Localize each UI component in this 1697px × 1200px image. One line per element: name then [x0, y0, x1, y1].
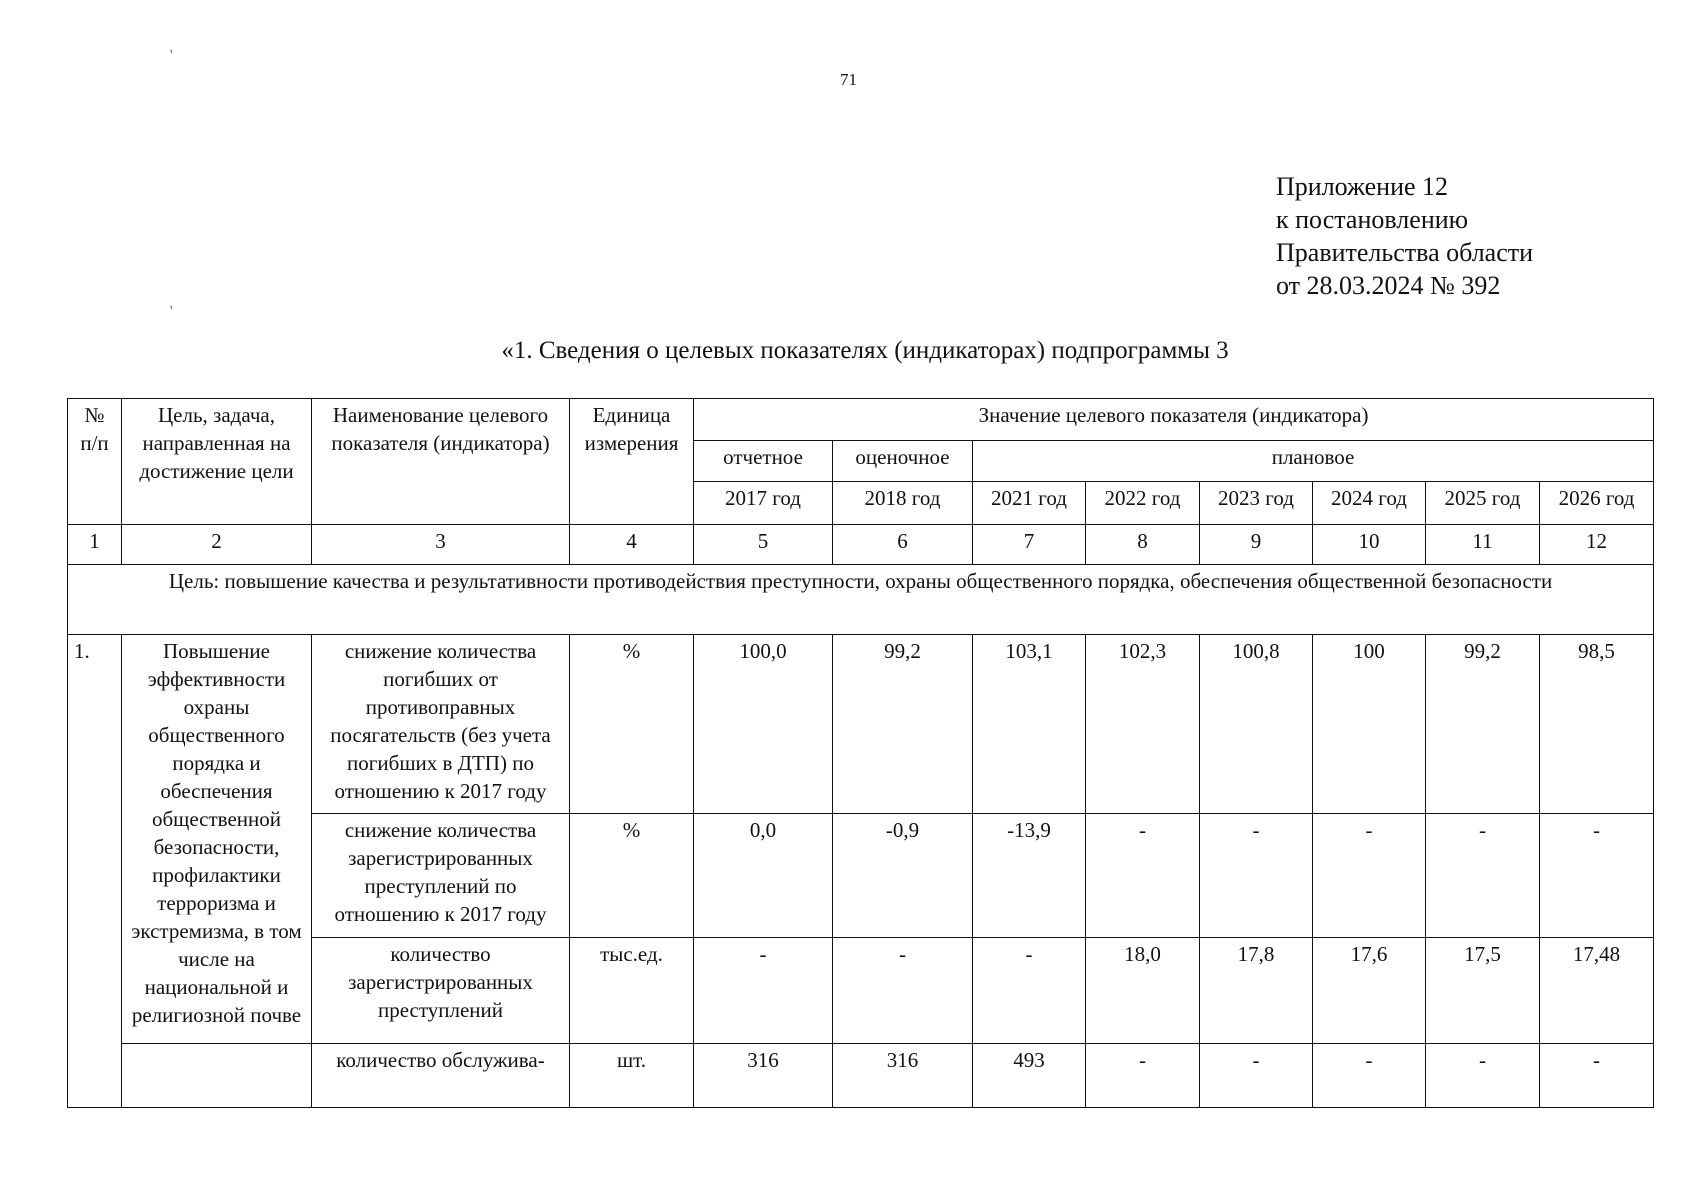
column-number: 1 [68, 525, 122, 565]
header-year: 2026 год [1540, 482, 1654, 525]
column-number: 11 [1426, 525, 1540, 565]
value-cell: 100,8 [1200, 635, 1313, 814]
header-unit: Единица измерения [570, 399, 694, 525]
value-cell: - [1313, 1044, 1426, 1108]
appendix-line-1: Приложение 12 [1276, 172, 1449, 201]
row-number: 1. [68, 635, 122, 1108]
indicator-unit: % [570, 635, 694, 814]
value-cell: -13,9 [973, 814, 1086, 938]
scan-speck: ' [170, 304, 173, 319]
header-value-group: Значение целевого показателя (индикатора) [694, 399, 1654, 441]
indicator-name: снижение количества погибших от противоправных посягательств (без учета погибших в ДТП) по отношению к 2017 году [312, 635, 570, 814]
task-cell: Повышение эффективности охраны общественного порядка и обеспечения общественной безопасности, профилактики терроризма и экстремизма, в том числе на национальной и религиозной почве [122, 635, 312, 1044]
header-year: 2025 год [1426, 482, 1540, 525]
value-cell: - [1086, 814, 1200, 938]
table-row [68, 1044, 1654, 1108]
header-year: 2017 год [694, 482, 833, 525]
value-cell: 0,0 [694, 814, 833, 938]
column-number: 4 [570, 525, 694, 565]
value-cell: 100 [1313, 635, 1426, 814]
column-number: 12 [1540, 525, 1654, 565]
scan-speck: ' [170, 48, 173, 63]
column-number: 6 [833, 525, 973, 565]
value-cell: 17,6 [1313, 938, 1426, 1044]
value-cell: 316 [833, 1044, 973, 1108]
appendix-note [1276, 170, 1533, 302]
value-cell: 17,5 [1426, 938, 1540, 1044]
task-cell-empty [122, 1044, 312, 1108]
header-year: 2021 год [973, 482, 1086, 525]
column-number: 7 [973, 525, 1086, 565]
column-number: 8 [1086, 525, 1200, 565]
appendix-line-3: Правительства области [1276, 238, 1534, 267]
value-cell: 100,0 [694, 635, 833, 814]
value-cell: 493 [973, 1044, 1086, 1108]
appendix-line-2: к постановлению [1276, 205, 1469, 234]
header-estimated: оценочное [833, 441, 973, 482]
value-cell: 99,2 [833, 635, 973, 814]
value-cell: - [1426, 814, 1540, 938]
indicator-name: снижение количества зарегистрированных преступлений по отношению к 2017 году [312, 814, 570, 938]
value-cell: 103,1 [973, 635, 1086, 814]
value-cell: 316 [694, 1044, 833, 1108]
column-number: 3 [312, 525, 570, 565]
value-cell: 102,3 [1086, 635, 1200, 814]
value-cell: - [1313, 814, 1426, 938]
page-number: 71 [840, 70, 857, 89]
header-reported: отчетное [694, 441, 833, 482]
value-cell: 98,5 [1540, 635, 1654, 814]
value-cell: - [1200, 1044, 1313, 1108]
value-cell: - [973, 938, 1086, 1044]
header-year: 2023 год [1200, 482, 1313, 525]
column-number: 9 [1200, 525, 1313, 565]
value-cell: - [833, 938, 973, 1044]
header-indicator-name: Наименование целевого показателя (индикатора) [312, 399, 570, 525]
indicator-unit: шт. [570, 1044, 694, 1108]
header-year: 2022 год [1086, 482, 1200, 525]
indicator-unit: % [570, 814, 694, 938]
value-cell: - [1200, 814, 1313, 938]
value-cell: - [1540, 814, 1654, 938]
header-number: № п/п [68, 399, 122, 525]
value-cell: 17,8 [1200, 938, 1313, 1044]
value-cell: 18,0 [1086, 938, 1200, 1044]
table-row [68, 635, 1654, 814]
column-number: 5 [694, 525, 833, 565]
value-cell: - [694, 938, 833, 1044]
document-title: «1. Сведения о целевых показателях (индикаторах) подпрограммы 3 [501, 337, 1229, 364]
header-goal: Цель, задача, направленная на достижение цели [122, 399, 312, 525]
indicator-name: количество обслужива- [312, 1044, 570, 1108]
appendix-line-4: от 28.03.2024 № 392 [1276, 271, 1501, 300]
column-number: 10 [1313, 525, 1426, 565]
value-cell: - [1426, 1044, 1540, 1108]
value-cell: 99,2 [1426, 635, 1540, 814]
header-planned: плановое [973, 441, 1654, 482]
header-year: 2024 год [1313, 482, 1426, 525]
value-cell: - [1086, 1044, 1200, 1108]
indicators-table [67, 398, 1654, 1108]
goal-row: Цель: повышение качества и результативности противодействия преступности, охраны общественного порядка, обеспечения общественной безопасности [68, 565, 1654, 635]
column-number: 2 [122, 525, 312, 565]
indicator-unit: тыс.ед. [570, 938, 694, 1044]
header-year: 2018 год [833, 482, 973, 525]
indicator-name: количество зарегистрированных преступлений [312, 938, 570, 1044]
value-cell: - [1540, 1044, 1654, 1108]
value-cell: -0,9 [833, 814, 973, 938]
value-cell: 17,48 [1540, 938, 1654, 1044]
